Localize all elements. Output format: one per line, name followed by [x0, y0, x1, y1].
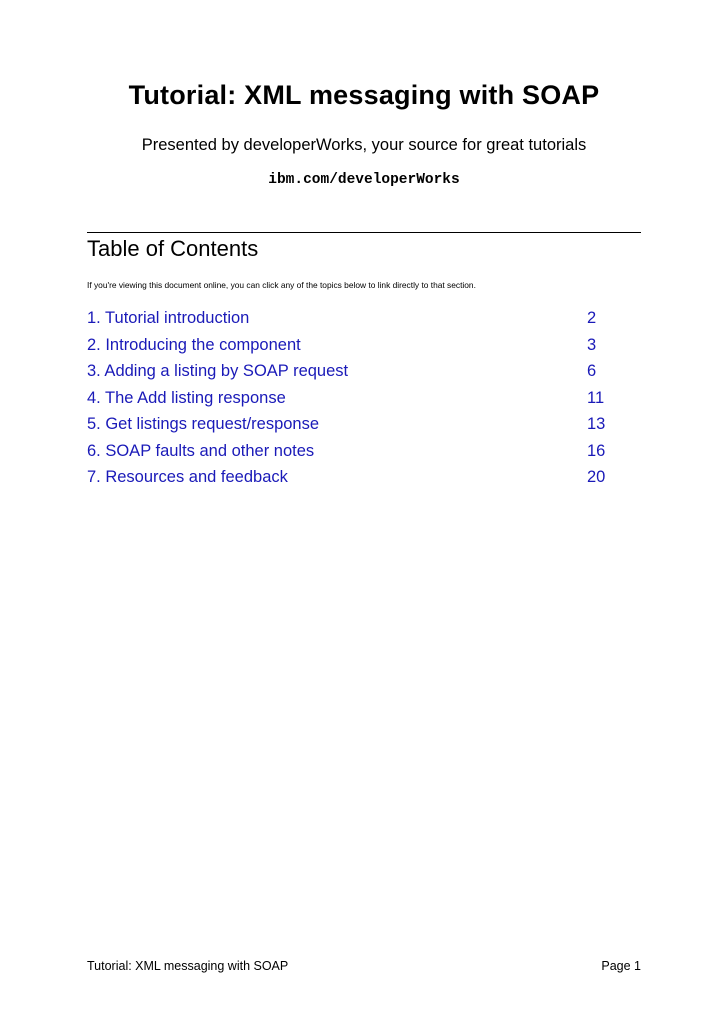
toc-item-label: 7. Resources and feedback — [87, 468, 288, 486]
footer-title: Tutorial: XML messaging with SOAP — [87, 959, 289, 973]
toc-item-page: 2 — [587, 309, 597, 327]
toc-item-resources-feedback[interactable] — [87, 468, 627, 495]
footer-page-number: Page 1 — [601, 959, 641, 973]
toc-heading: Table of Contents — [87, 236, 259, 261]
toc-item-page: 16 — [587, 441, 606, 460]
toc-item-label: 1. Tutorial introduction — [87, 309, 250, 327]
toc-item-label: 6. SOAP faults and other notes — [87, 441, 315, 460]
toc-item-add-listing-response[interactable] — [87, 389, 627, 416]
toc-item-label: 3. Adding a listing by SOAP request — [87, 362, 349, 380]
toc-item-tutorial-introduction[interactable] — [87, 309, 627, 336]
header-divider — [87, 232, 641, 233]
document-subtitle: Presented by developerWorks, your source for great tutorials — [141, 136, 587, 154]
toc-item-label: 4. The Add listing response — [87, 388, 286, 407]
toc-item-page: 11 — [587, 388, 605, 407]
toc-list — [87, 309, 627, 495]
toc-note: If you're viewing this document online, you can click any of the topics below to link directly to that section. — [87, 280, 476, 290]
document-title: Tutorial: XML messaging with SOAP — [128, 80, 600, 110]
toc-item-label: 5. Get listings request/response — [87, 415, 320, 433]
toc-item-soap-faults[interactable] — [87, 442, 627, 469]
toc-item-page: 20 — [587, 468, 606, 486]
toc-item-adding-listing[interactable] — [87, 362, 627, 389]
site-url: ibm.com/developerWorks — [268, 172, 460, 188]
toc-item-label: 2. Introducing the component — [87, 335, 301, 354]
toc-item-page: 3 — [587, 335, 597, 354]
toc-item-get-listings[interactable] — [87, 415, 627, 442]
toc-item-introducing-component[interactable] — [87, 336, 627, 363]
toc-item-page: 13 — [587, 415, 606, 433]
toc-item-page: 6 — [587, 362, 597, 380]
